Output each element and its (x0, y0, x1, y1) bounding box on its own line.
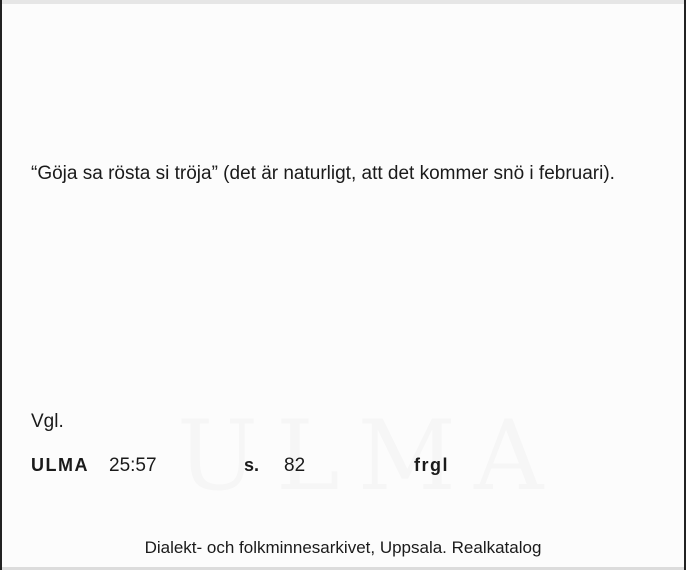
card-footer: Dialekt- och folkminnesarkivet, Uppsala. Realkatalog (144, 538, 542, 557)
card-top-edge (2, 0, 684, 4)
volume-number: 25:57 (109, 455, 157, 476)
card-main-text: “Göja sa rösta si tröja” (det är naturligt, att det kommer snö i februari). (31, 163, 615, 184)
compare-label: Vgl. (31, 411, 64, 432)
archive-code: ULMA (31, 455, 89, 475)
page-label: s. (244, 455, 260, 475)
reference-row (31, 455, 651, 479)
page-number: 82 (284, 455, 306, 476)
category-code: frgl (414, 455, 449, 475)
